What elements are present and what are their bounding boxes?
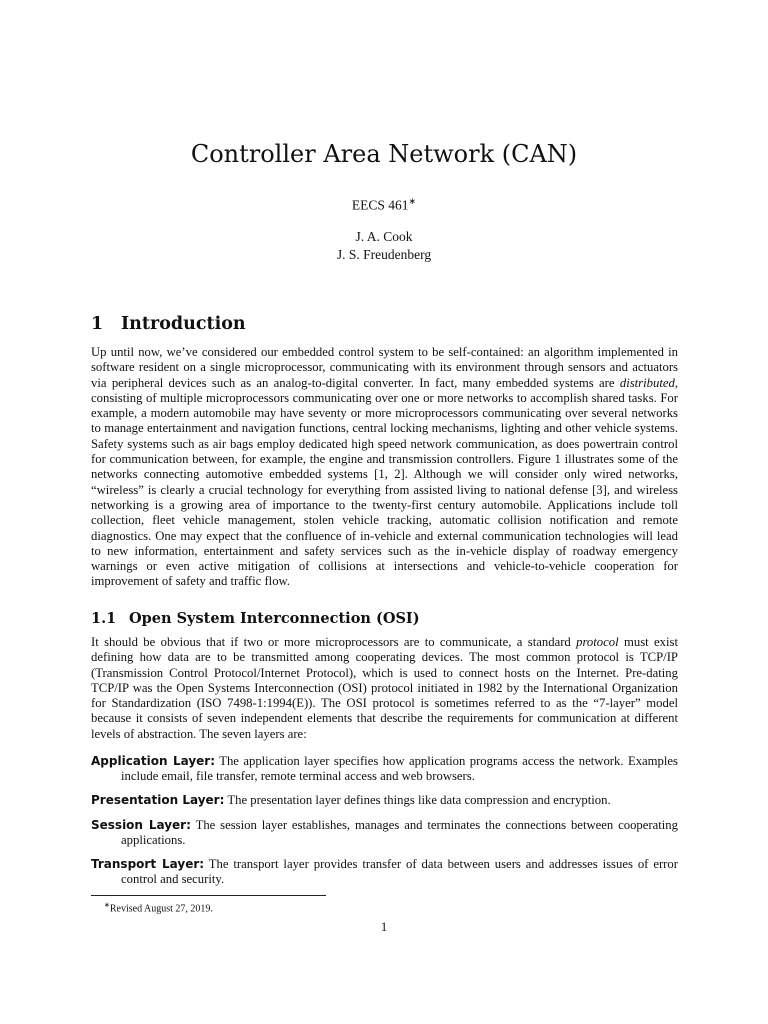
intro-emphasis: distributed — [619, 375, 675, 390]
layer-description: The presentation layer defines things like data compression and encryption. — [227, 793, 611, 807]
course-footnote-mark: ∗ — [408, 196, 417, 206]
layer-description: The application layer specifies how application programs access the network. Examples include email, file transfer, remote terminal access and web browsers. — [121, 754, 678, 784]
layer-item-session — [91, 818, 678, 849]
subsection-title: Open System Interconnection (OSI) — [129, 610, 420, 627]
layer-name: Session Layer: — [91, 818, 191, 832]
intro-text-b: , consisting of multiple microprocessors communicating over one or more networks to accomplish shared tasks. For example, a modern automobile may have seventy or more microprocessors communicating over several networks to manage entertainment and navigation functions, central locking mechanisms, lighting and other vehicle systems. Safety systems such as air bags employ dedicated high speed network communication, as does powertrain control for communication between, for example, the engine and transmission controllers. Figure 1 illustrates some of the networks connecting automotive embedded systems [1, 2]. Although we will consider only wired networks, “wireless” is clearly a crucial technology for everything from assisted living to national defense [3], and wireless networking is a growing area of importance to the twenty-first century automobile. Applications include toll collection, fleet vehicle management, stolen vehicle tracking, automatic collision notification and remote diagnostics. One may expect that the confluence of in-vehicle and external communication technologies will lead to new information, entertainment and safety services such as the in-vehicle display of roadway emergency warnings or even active mitigation of collisions at intersections and vehicle-to-vehicle cooperation for improvement of safety and traffic flow. — [91, 375, 678, 589]
layer-item-transport — [91, 857, 678, 888]
osi-text-b: must exist defining how data are to be transmitted among cooperating devices. The most common protocol is TCP/IP (Transmission Control Protocol/Internet Protocol), which is used to connect hosts on the Internet. Pre-dating TCP/IP was the Open Systems Interconnection (OSI) protocol initiated in 1982 by the International Organization for Standardization (ISO 7498-1:1994(E)). The OSI protocol is sometimes referred to as the “7-layer” model because it consists of seven independent elements that describe the requirements for communication at different levels of abstraction. The seven layers are: — [91, 635, 678, 741]
layer-item-presentation — [91, 793, 678, 808]
layer-item-application — [91, 754, 678, 785]
section-title: Introduction — [121, 314, 246, 334]
layer-name: Application Layer: — [91, 754, 216, 768]
author-1: J. A. Cook — [355, 229, 413, 244]
section-heading-introduction — [91, 312, 246, 336]
course-line — [0, 192, 768, 215]
subsection-heading-osi — [91, 609, 420, 629]
layer-name: Transport Layer: — [91, 857, 205, 871]
layer-description: The transport layer provides transfer of data between users and addresses issues of error control and security. — [121, 857, 678, 887]
footnote-mark: ∗ — [104, 901, 110, 909]
layer-name: Presentation Layer: — [91, 793, 225, 807]
author-2: J. S. Freudenberg — [336, 247, 432, 262]
section-number: 1 — [91, 314, 104, 334]
layer-description: The session layer establishes, manages and terminates the connections between cooperating applications. — [121, 818, 678, 848]
paper-title: Controller Area Network (CAN) — [190, 140, 578, 168]
page-number: 1 — [380, 920, 388, 934]
subsection-number: 1.1 — [91, 610, 117, 627]
osi-emphasis: protocol — [576, 635, 619, 649]
footnote — [104, 899, 213, 915]
footnote-rule — [91, 895, 326, 896]
footnote-text: Revised August 27, 2019. — [109, 903, 213, 915]
osi-paragraph — [91, 635, 678, 742]
intro-text-a: Up until now, we’ve considered our embedded control system to be self-contained: an algorithm implemented in software resident on a single microprocessor, communicating with its environment through sensors and actuators via peripheral devices such as an analog-to-digital converter. In fact, many embedded systems are — [91, 345, 678, 390]
course-name: EECS 461 — [351, 197, 409, 213]
osi-text-a: It should be obvious that if two or more microprocessors are to communicate, a standard — [91, 635, 577, 649]
introduction-paragraph — [91, 345, 678, 590]
